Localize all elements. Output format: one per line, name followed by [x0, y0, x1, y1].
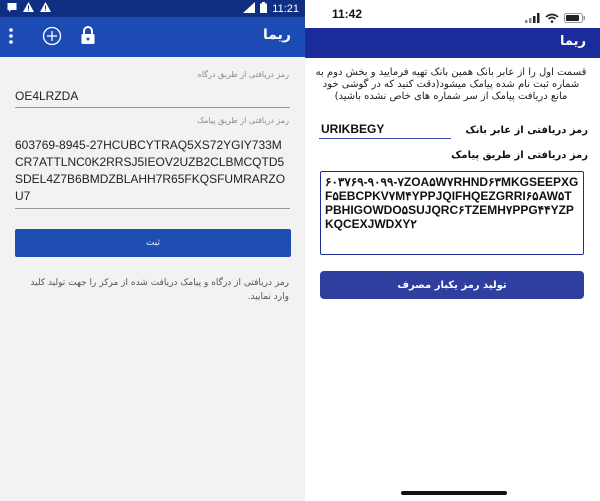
gateway-code-label: رمز دریافتی از طریق درگاه	[197, 70, 289, 79]
ios-status-bar	[305, 0, 600, 28]
atm-code-label: رمز دریافتی از عابر بانک	[465, 125, 588, 136]
android-status-bar	[0, 0, 305, 17]
menu-icon[interactable]	[8, 27, 14, 45]
submit-button[interactable]: ثبت	[15, 229, 291, 257]
sms-code-label: رمز دریافتی از طریق پیامک	[451, 150, 588, 161]
app-title: ریما	[560, 34, 586, 49]
sms-code-input[interactable]: 603769-8945-27HCUBCYTRAQ5XS72YGIY733MCR7ATTLNC0K2RRSJ5IEOV2UZB2CLBMCQTD5SDEL4Z7B6BMDZBLAHH7R65FKQSFUMRARZOU7	[15, 138, 286, 203]
lock-icon[interactable]	[80, 25, 96, 45]
info-text: رمز دریافتی از درگاه و پیامک دریافت شده از مرکز را جهت تولید کلید وارد نمایید.	[30, 278, 289, 302]
android-app-bar	[0, 17, 305, 57]
atm-code-underline	[319, 138, 451, 139]
add-icon[interactable]	[42, 26, 62, 46]
atm-code-input[interactable]: URIKBEGY	[321, 122, 385, 136]
generate-otp-button[interactable]: تولید رمز یکبار مصرف	[320, 271, 584, 299]
signal-icon	[243, 2, 255, 16]
gateway-code-underline	[15, 107, 290, 108]
sms-code-textarea[interactable]: ۶۰۳۷۶۹-۹۰۹۹-۷ZOA۵W۷RHND۶۳MKGSEEPXGF۵EBCPKV۷M۴YPPJQIFHQEZGRRI۶۵AW۵TPBHIGOWDO۵SUJQRC۶TZEMH۷PPG۴۴YZPKQCEXJWDXY۲	[320, 171, 584, 255]
gateway-code-input[interactable]: OE4LRZDA	[15, 89, 79, 103]
wifi-icon	[545, 8, 559, 27]
sms-code-label: رمز دریافتی از طریق پیامک	[196, 116, 289, 125]
status-time: 11:42	[332, 7, 363, 21]
ios-nav-bar	[305, 28, 600, 58]
app-title: ریما	[263, 27, 291, 43]
battery-icon	[564, 8, 586, 27]
warning-icon	[23, 2, 34, 15]
instructions-text: قسمت اول را از عابر بانک همین بانک تهیه فرمایید و بخش دوم به شماره ثبت نام شده پیامک میشود(دقت کنید که در گوشی خود مانع دریافت پیامک از سر شماره های خاص نشده باشید)	[315, 67, 587, 102]
sms-code-underline	[15, 208, 290, 209]
status-time: 11:21	[272, 3, 299, 15]
home-indicator[interactable]	[401, 491, 507, 495]
battery-icon	[260, 2, 267, 16]
ios-screen	[305, 0, 600, 501]
message-icon	[7, 2, 17, 15]
cellular-signal-icon	[525, 8, 540, 27]
warning-icon-2	[40, 2, 51, 15]
